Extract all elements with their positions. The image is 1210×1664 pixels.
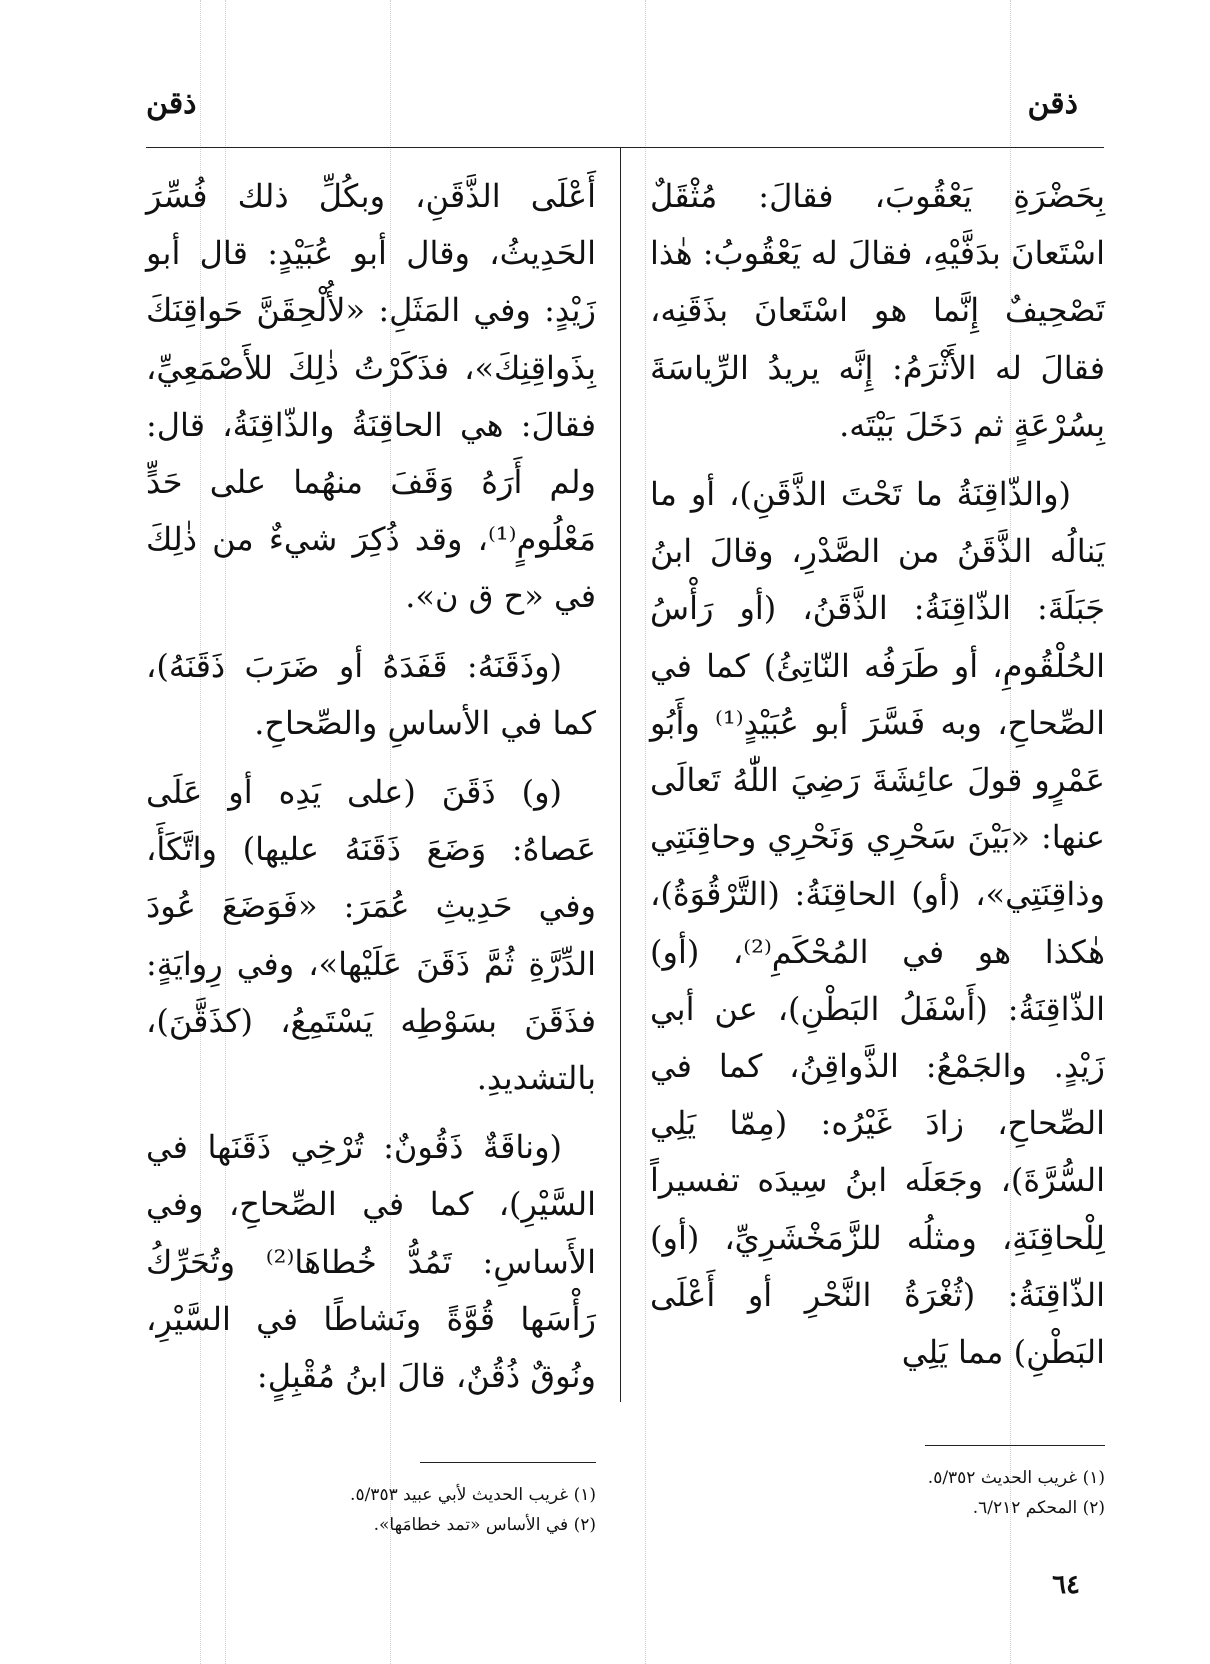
footnotes-left [146, 1480, 596, 1540]
footnote-rule-right [925, 1445, 1105, 1446]
paragraph: أَعْلَى الذَّقَنِ، وبكُلِّ ذلك فُسِّرَ الحَدِيثُ، وقال أبو عُبَيْدٍ: قال أبو زَيْدٍ: وفي المَثَلِ: «لأُلْحِقَنَّ حَواقِنَكَ بِذَواقِنِكَ»، فذَكَرْتُ ذٰلِكَ للأَصْمَعِيِّ، فقالَ: هي الحاقِنَةُ والذّاقِنَةُ، قال: ولم أَرَهُ وَقَفَ منهُما على حَدٍّ مَعْلُومٍ⁽¹⁾، وقد ذُكِرَ شيءٌ من ذٰلِكَ في «ح ق ن». [146, 177, 596, 616]
running-head-left: ذقن [146, 86, 197, 121]
paragraph: بِحَضْرَةِ يَعْقُوبَ، فقالَ: مُثْقَلٌ اسْتَعانَ بدَفَّيْهِ، فقالَ له يَعْقُوبُ: هٰذا تَصْحِيفٌ إِنَّما هو اسْتَعانَ بذَقَنِه، فقالَ له الأَثْرَمُ: إِنَّه يريدُ الرِّياسَةَ بِسُرْعَةٍ ثم دَخَلَ بَيْتَه. [650, 177, 1105, 444]
scan-artifact-line [645, 0, 646, 1664]
column-divider [620, 147, 621, 1402]
paragraph: (وناقَةٌ ذَقُونٌ: تُرْخِي ذَقَنَها في السَّيْرِ)، كما في الصِّحاحِ، وفي الأَساسِ: تَمُدُّ خُطاهَا⁽²⁾ وتُحَرِّكُ رَأْسَها قُوَّةً ونَشاطًا في السَّيْرِ، ونُوقٌ ذُقُنٌ، قالَ ابنُ مُقْبِلٍ: [146, 1128, 596, 1396]
footnote: (١) غريب الحديث ٥/٣٥٢. [927, 1468, 1105, 1488]
footnote: (٢) المحكم ٦/٢١٢. [972, 1498, 1105, 1518]
footnotes-right [650, 1463, 1105, 1523]
paragraph: (و) ذَقَنَ (على يَدِه أو عَلَى عَصاهُ: وَضَعَ ذَقَنَهُ عليها) واتَّكَأَ، وفي حَدِيثِ عُمَرَ: «فَوَضَعَ عُودَ الدِّرَّةِ ثُمَّ ذَقَنَ عَلَيْها»، وفي رِوايَةٍ: فذَقَنَ بسَوْطِه يَسْتَمِعُ، (كذَقَّنَ)، بالتشديدِ. [146, 773, 596, 1098]
footnote: (٢) في الأساس «تمد خطامَها». [373, 1515, 596, 1535]
left-text-column [146, 168, 596, 1417]
running-head-right: ذقن [1027, 86, 1078, 121]
page-number: ٦٤ [1052, 1570, 1080, 1600]
footnote: (١) غريب الحديث لأبي عبيد ٥/٣٥٣. [350, 1485, 596, 1505]
header-rule [146, 147, 1104, 148]
paragraph: (وذَقَنَهُ: قَفَدَهُ أو ضَرَبَ ذَقَنَهُ)، كما في الأساسِ والصِّحاحِ. [146, 646, 596, 742]
paragraph: (والذّاقِنَةُ ما تَحْتَ الذَّقَنِ)، أو ما يَنالُه الذَّقَنُ من الصَّدْرِ، وقالَ ابنُ جَبَلَةَ: الذّاقِنَةُ: الذَّقَنُ، (أو رَأْسُ الحُلْقُومِ، أو طَرَفُه النّاتِئُ) كما في الصِّحاحِ، وبه فَسَّرَ أبو عُبَيْدٍ⁽¹⁾ وأَبُو عَمْرٍو قولَ عائِشَةَ رَضِيَ اللّٰهُ تَعالَى عنها: «بَيْنَ سَحْرِي وَنَحْرِي وحاقِنَتِي وذاقِنَتِي»، (أو) الحاقِنَةُ: (التَّرْقُوَةُ)، هٰكذا هو في المُحْكَمِ⁽²⁾، (أو) الذّاقِنَةُ: (أَسْفَلُ البَطْنِ)، عن أبي زَيْدٍ. والجَمْعُ: الذَّواقِنُ، كما في الصِّحاحِ، زادَ غَيْرُه: (مِمّا يَلِي السُّرَّةَ)، وجَعَلَه ابنُ سِيدَه تفسيراً لِلْحاقِنَةِ، ومثلُه للزَّمَخْشَرِيِّ، (أو) الذّاقِنَةُ: (ثُغْرَةُ النَّحْرِ أو أَعْلَى البَطْنِ) مما يَلِي [650, 475, 1106, 1372]
right-text-column [650, 168, 1105, 1393]
footnote-rule-left [420, 1462, 596, 1463]
